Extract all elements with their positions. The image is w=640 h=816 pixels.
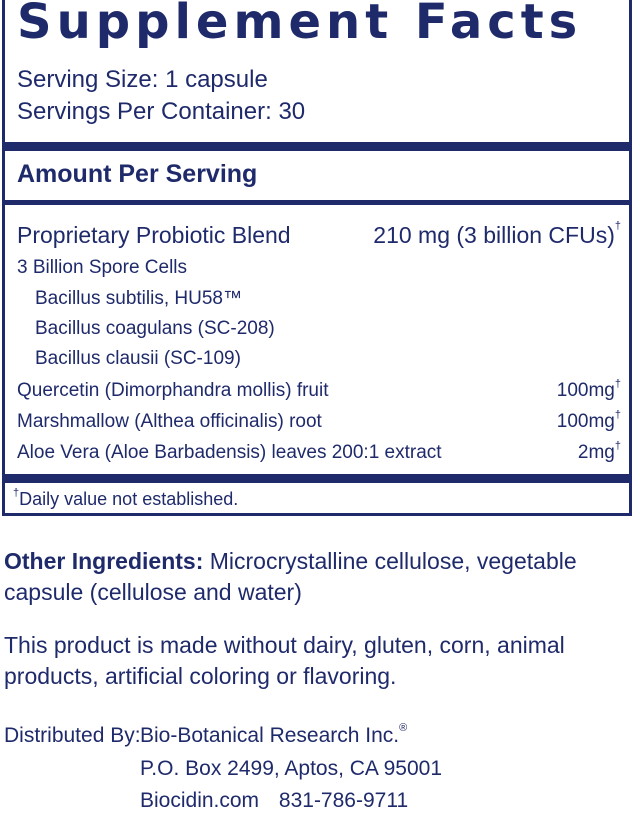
dagger-mark: † — [614, 440, 621, 452]
amount-per-serving-header: Amount Per Serving — [17, 160, 258, 188]
panel-title: Supplement Facts — [17, 0, 583, 50]
dagger-mark: † — [13, 487, 20, 499]
divider-thick — [5, 474, 629, 483]
strain-row: Bacillus coagulans (SC-208) — [35, 318, 275, 339]
distributor-name: Bio-Botanical Research Inc. — [140, 724, 400, 747]
dagger-mark: † — [614, 409, 621, 421]
ingredient-row — [17, 442, 621, 464]
ingredient-row — [17, 380, 621, 402]
dagger-mark: † — [614, 220, 621, 232]
servings-per-container: Servings Per Container: 30 — [17, 98, 306, 125]
supplement-facts-panel — [2, 0, 632, 516]
strain-row: Bacillus clausii (SC-109) — [35, 348, 241, 369]
ingredient-name: Quercetin (Dimorphandra mollis) fruit — [17, 380, 329, 401]
ingredient-amount: 100mg — [556, 411, 615, 432]
registered-mark: ® — [399, 722, 408, 734]
strain-row: Bacillus subtilis, HU58™ — [35, 288, 242, 309]
other-ingredients-label: Other Ingredients: — [4, 548, 204, 574]
blend-name: Proprietary Probiotic Blend — [17, 222, 291, 248]
spore-cells-row: 3 Billion Spore Cells — [17, 257, 188, 278]
distributor-name-line — [140, 724, 407, 748]
other-ingredients — [4, 546, 634, 608]
ingredient-amount: 2mg — [577, 442, 615, 463]
blend-amount: 210 mg (3 billion CFUs) — [373, 222, 615, 248]
distributor-phone[interactable]: 831-786-9711 — [278, 789, 409, 812]
distributor-address: P.O. Box 2499, Aptos, CA 95001 — [140, 757, 442, 780]
ingredient-name: Marshmallow (Althea officinalis) root — [17, 411, 322, 432]
blend-row — [17, 222, 621, 249]
distributor-label: Distributed By: — [4, 724, 141, 747]
footnote — [13, 489, 238, 510]
divider-thick — [5, 142, 629, 151]
dagger-mark: † — [614, 378, 621, 390]
other-ingredients-text: Microcrystalline cellulose, vegetable capsule (cellulose and water) — [4, 548, 577, 605]
footnote-text: Daily value not established. — [19, 489, 239, 509]
free-from-statement: This product is made without dairy, gluten, corn, animal products, artificial coloring or flavoring. — [4, 632, 565, 689]
distributor-contact — [140, 789, 408, 813]
ingredient-name: Aloe Vera (Aloe Barbadensis) leaves 200:1 extract — [17, 442, 442, 463]
distributor-website[interactable]: Biocidin.com — [140, 789, 260, 812]
serving-size: Serving Size: 1 capsule — [17, 66, 268, 93]
ingredient-row — [17, 411, 621, 433]
ingredient-amount: 100mg — [556, 380, 615, 401]
divider-medium — [5, 200, 629, 205]
